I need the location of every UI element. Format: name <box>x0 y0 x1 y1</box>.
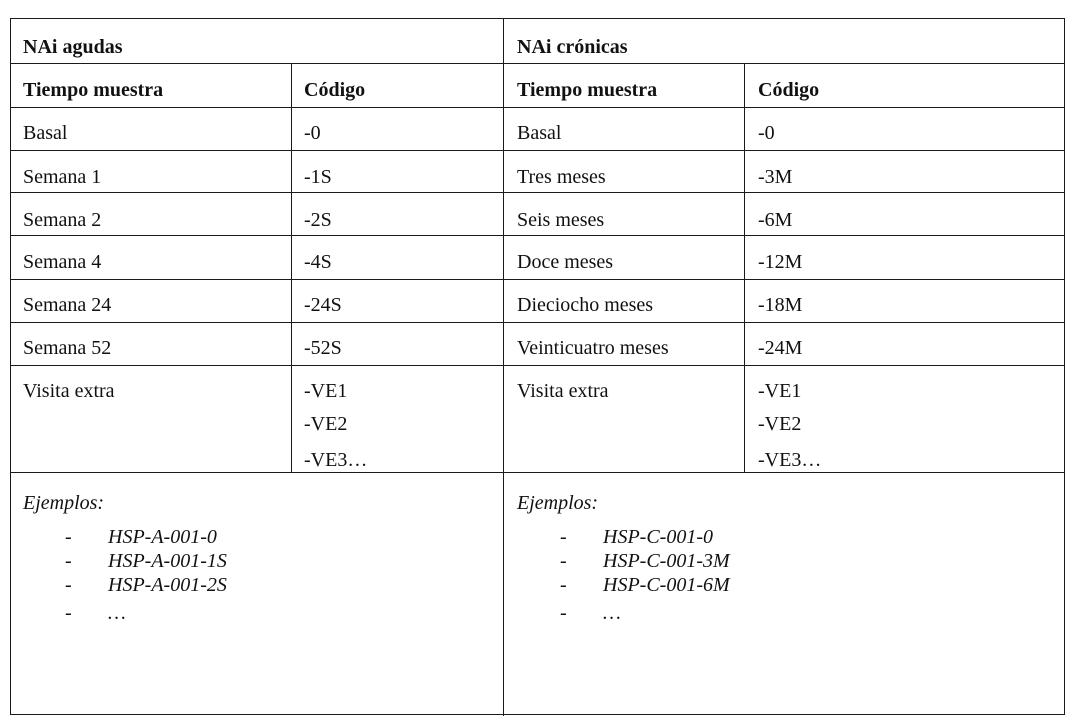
list-bullet: - <box>65 526 72 548</box>
divider-row <box>11 107 1064 108</box>
table-cell-code: -VE3… <box>758 449 822 471</box>
list-bullet: - <box>65 574 72 596</box>
table-cell-code: -18M <box>758 294 803 316</box>
table-cell-code: -12M <box>758 251 803 273</box>
examples-title: Ejemplos: <box>23 492 105 514</box>
table-cell-time: Semana 4 <box>23 251 102 273</box>
table-cell-code: -0 <box>758 122 775 144</box>
divider-row <box>11 322 1064 323</box>
example-code: HSP-A-001-0 <box>108 526 217 548</box>
table-cell-time: Semana 1 <box>23 166 102 188</box>
table-cell-code: -VE1 <box>758 380 802 402</box>
table-cell-code: -VE1 <box>304 380 348 402</box>
table-cell-time: Semana 24 <box>23 294 112 316</box>
divider-row <box>11 235 1064 236</box>
example-code: … <box>603 602 621 624</box>
table-cell-code: -52S <box>304 337 342 359</box>
example-code: HSP-C-001-3M <box>603 550 730 572</box>
sample-code-table <box>10 18 1065 715</box>
table-cell-time: Veinticuatro meses <box>517 337 669 359</box>
table-cell-code: -3M <box>758 166 793 188</box>
list-bullet: - <box>65 602 72 624</box>
table-cell-time: Tres meses <box>517 166 606 188</box>
section-title-agudas: NAi agudas <box>23 36 123 58</box>
example-code: HSP-C-001-6M <box>603 574 730 596</box>
list-bullet: - <box>560 602 567 624</box>
divider-row <box>11 63 1064 64</box>
divider-row <box>11 150 1064 151</box>
divider-row <box>11 472 1064 473</box>
table-cell-time: Seis meses <box>517 209 605 231</box>
divider-agudas-columns <box>291 63 292 472</box>
table-cell-time: Basal <box>23 122 68 144</box>
list-bullet: - <box>560 550 567 572</box>
table-cell-code: -4S <box>304 251 332 273</box>
table-cell-code: -VE2 <box>304 413 348 435</box>
table-cell-code: -1S <box>304 166 332 188</box>
table-cell-code: -6M <box>758 209 793 231</box>
examples-title: Ejemplos: <box>517 492 599 514</box>
column-header-code: Código <box>758 79 820 101</box>
example-code: HSP-C-001-0 <box>603 526 713 548</box>
table-cell-code: -VE3… <box>304 449 368 471</box>
table-cell-code: -24M <box>758 337 803 359</box>
list-bullet: - <box>560 574 567 596</box>
table-cell-time: Dieciocho meses <box>517 294 654 316</box>
table-cell-code: -24S <box>304 294 342 316</box>
list-bullet: - <box>65 550 72 572</box>
table-cell-code: -0 <box>304 122 321 144</box>
table-cell-time: Doce meses <box>517 251 614 273</box>
divider-cronicas-columns <box>744 63 745 472</box>
table-cell-code: -VE2 <box>758 413 802 435</box>
example-code: … <box>108 602 126 624</box>
example-code: HSP-A-001-1S <box>108 550 227 572</box>
divider-center <box>503 19 504 716</box>
table-cell-time: Basal <box>517 122 562 144</box>
column-header-time: Tiempo muestra <box>517 79 658 101</box>
table-cell-time: Visita extra <box>517 380 609 402</box>
example-code: HSP-A-001-2S <box>108 574 227 596</box>
column-header-code: Código <box>304 79 366 101</box>
divider-row <box>11 279 1064 280</box>
table-cell-time: Semana 52 <box>23 337 112 359</box>
column-header-time: Tiempo muestra <box>23 79 164 101</box>
list-bullet: - <box>560 526 567 548</box>
table-cell-time: Visita extra <box>23 380 115 402</box>
section-title-cronicas: NAi crónicas <box>517 36 628 58</box>
divider-row <box>11 192 1064 193</box>
table-cell-code: -2S <box>304 209 332 231</box>
table-cell-time: Semana 2 <box>23 209 102 231</box>
divider-row <box>11 365 1064 366</box>
